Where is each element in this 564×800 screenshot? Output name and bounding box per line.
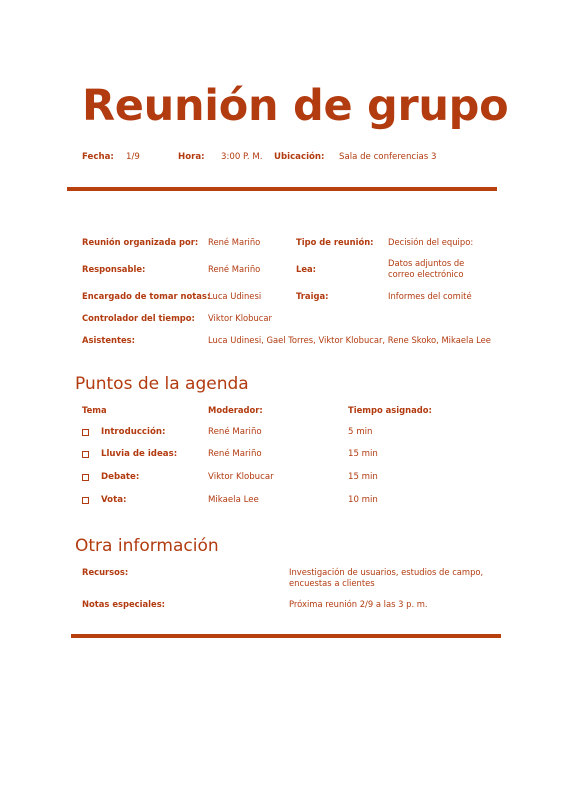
- attendees-value: Luca Udinesi, Gael Torres, Viktor Klobucar, Rene Skoko, Mikaela Lee: [208, 335, 491, 345]
- notetaker-value: Luca Udinesi: [208, 291, 262, 301]
- agenda-row: [0, 495, 564, 509]
- notetaker-label: Encargado de tomar notas:: [82, 291, 211, 301]
- organizer-label: Reunión organizada por:: [82, 237, 199, 247]
- location-value: Sala de conferencias 3: [339, 152, 437, 162]
- agenda-row: [0, 449, 564, 463]
- agenda-time: 10 min: [348, 495, 378, 505]
- resources-label: Recursos:: [82, 567, 129, 577]
- attendees-label: Asistentes:: [82, 335, 135, 345]
- special-notes-value: Próxima reunión 2/9 a las 3 p. m.: [289, 599, 428, 609]
- meeting-type-value: Decisión del equipo:: [388, 237, 474, 247]
- agenda-moderator: René Mariño: [208, 427, 262, 437]
- page-title: Reunión de grupo: [82, 81, 509, 131]
- agenda-moderator: Mikaela Lee: [208, 495, 259, 505]
- timekeeper-label: Controlador del tiempo:: [82, 313, 195, 323]
- agenda-topic: Lluvia de ideas:: [101, 449, 178, 459]
- date-label: Fecha:: [82, 152, 114, 162]
- top-divider: [67, 187, 497, 191]
- resources-value: Investigación de usuarios, estudios de campo, encuestas a clientes: [289, 567, 484, 588]
- agenda-moderator: René Mariño: [208, 449, 262, 459]
- agenda-topic: Vota:: [101, 495, 127, 505]
- bring-label: Traiga:: [296, 291, 329, 301]
- agenda-header-time: Tiempo asignado:: [348, 405, 432, 415]
- agenda-topic: Debate:: [101, 472, 140, 482]
- agenda-time: 15 min: [348, 472, 378, 482]
- agenda-moderator: Viktor Klobucar: [208, 472, 274, 482]
- agenda-checkbox[interactable]: [82, 497, 89, 504]
- agenda-header-moderator: Moderador:: [208, 405, 263, 415]
- time-label: Hora:: [178, 152, 205, 162]
- owner-value: René Mariño: [208, 264, 261, 274]
- agenda-section-title: Puntos de la agenda: [75, 374, 249, 394]
- agenda-header-topic: Tema: [82, 405, 107, 415]
- time-value: 3:00 P. M.: [221, 152, 263, 162]
- read-value: Datos adjuntos de correo electrónico: [388, 258, 465, 279]
- agenda-checkbox[interactable]: [82, 429, 89, 436]
- agenda-checkbox[interactable]: [82, 474, 89, 481]
- bring-value: Informes del comité: [388, 291, 472, 301]
- agenda-checkbox[interactable]: [82, 451, 89, 458]
- bottom-divider: [71, 634, 501, 638]
- organizer-value: René Mariño: [208, 237, 261, 247]
- special-notes-label: Notas especiales:: [82, 599, 166, 609]
- agenda-row: [0, 472, 564, 486]
- timekeeper-value: Viktor Klobucar: [208, 313, 272, 323]
- owner-label: Responsable:: [82, 264, 146, 274]
- other-section-title: Otra información: [75, 536, 219, 556]
- agenda-time: 5 min: [348, 427, 373, 437]
- location-label: Ubicación:: [274, 152, 325, 162]
- date-value: 1/9: [126, 152, 140, 162]
- read-label: Lea:: [296, 264, 317, 274]
- meeting-type-label: Tipo de reunión:: [296, 237, 374, 247]
- agenda-row: [0, 427, 564, 441]
- agenda-time: 15 min: [348, 449, 378, 459]
- agenda-topic: Introducción:: [101, 427, 166, 437]
